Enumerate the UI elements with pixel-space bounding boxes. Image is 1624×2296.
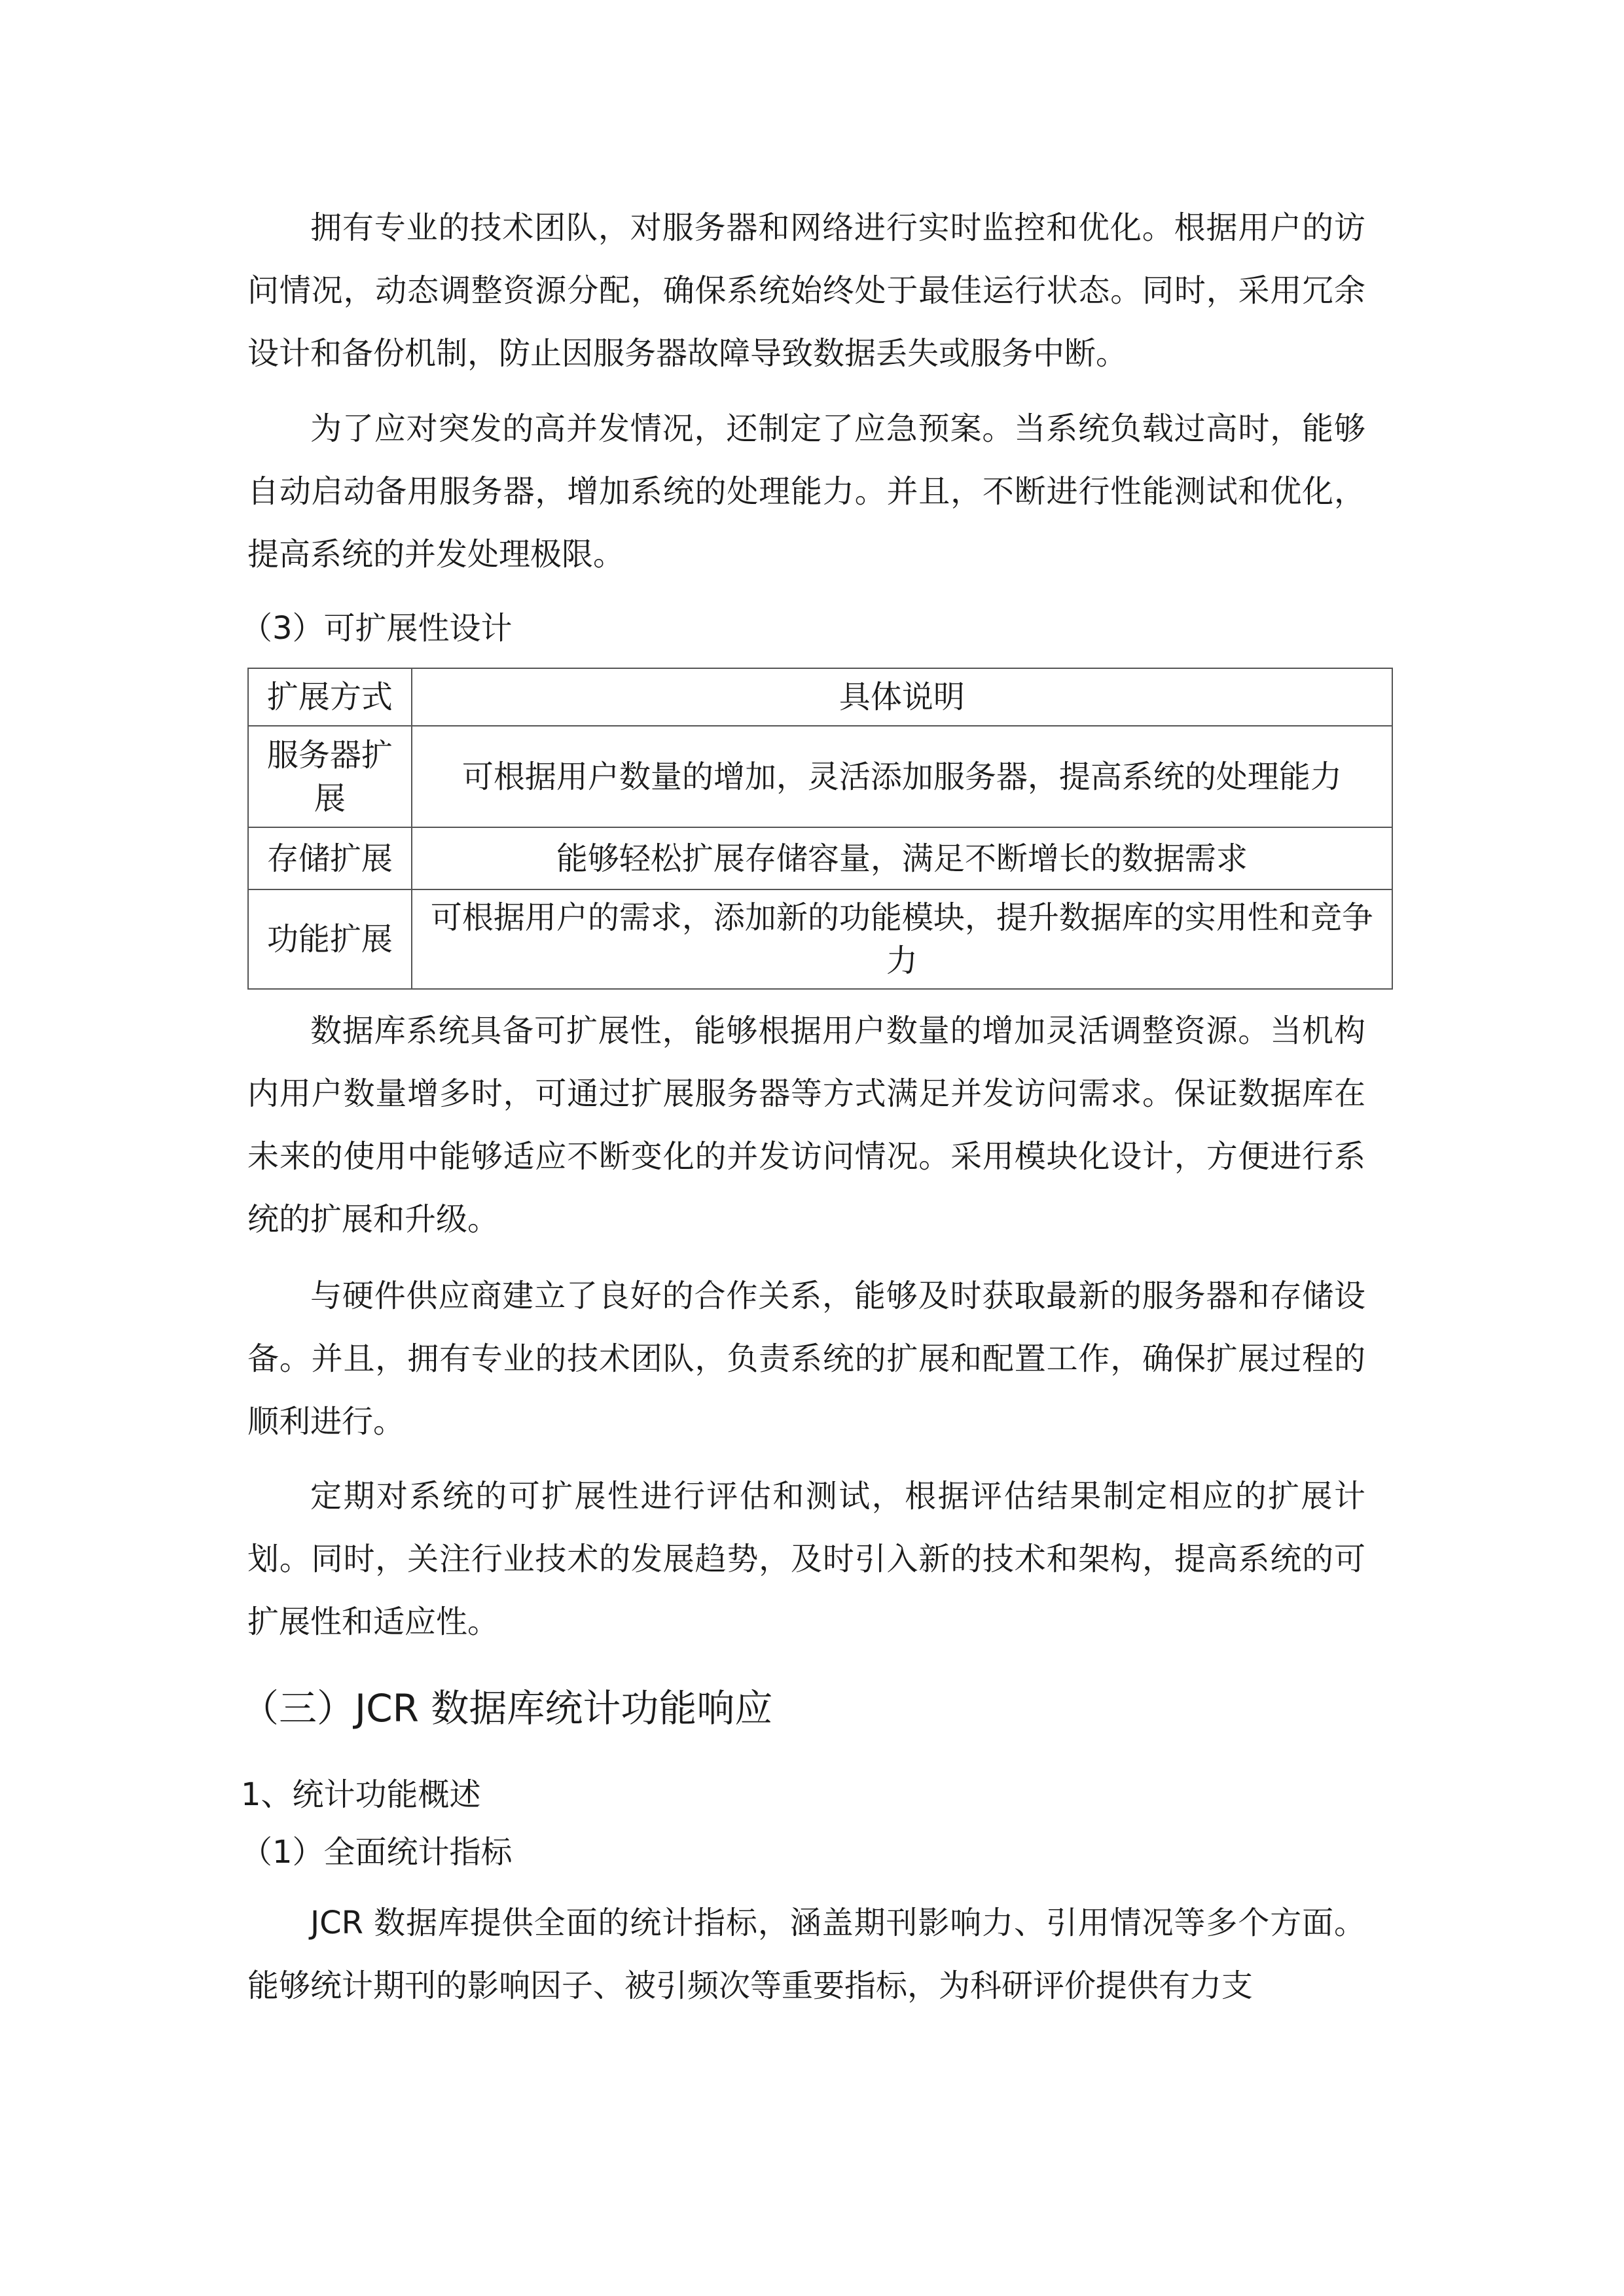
table-cell-description: 可根据用户数量的增加，灵活添加服务器，提高系统的处理能力 <box>412 726 1392 827</box>
section-title-jcr: （三）JCR 数据库统计功能响应 <box>241 1686 773 1731</box>
scalability-table <box>247 668 1393 990</box>
paragraph-jcr-indicators: JCR 数据库提供全面的统计指标，涵盖期刊影响力、引用情况等多个方面。能够统计期刊的影响因子、被引频次等重要指标，为科研评价提供有力支 <box>247 1905 1365 2004</box>
table-row <box>248 889 1392 989</box>
table-cell-type: 功能扩展 <box>248 889 412 989</box>
table-cell-description: 可根据用户的需求，添加新的功能模块，提升数据库的实用性和竞争力 <box>412 889 1392 989</box>
sub-heading-overview: 1、统计功能概述 <box>241 1776 481 1813</box>
paragraph-monitoring: 拥有专业的技术团队，对服务器和网络进行实时监控和优化。根据用户的访问情况，动态调整资源分配，确保系统始终处于最佳运行状态。同时，采用冗余设计和备份机制，防止因服务器故障导致数据丢失或服务中断。 <box>247 209 1365 372</box>
table-header-row <box>248 668 1392 726</box>
table-cell-type: 服务器扩展 <box>248 726 412 827</box>
paragraph-evaluation: 定期对系统的可扩展性进行评估和测试，根据评估结果制定相应的扩展计划。同时，关注行业技术的发展趋势，及时引入新的技术和架构，提高系统的可扩展性和适应性。 <box>247 1478 1365 1640</box>
table-cell-description: 能够轻松扩展存储容量，满足不断增长的数据需求 <box>412 827 1392 889</box>
paragraph-vendor-cooperation: 与硬件供应商建立了良好的合作关系，能够及时获取最新的服务器和存储设备。并且，拥有专业的技术团队，负责系统的扩展和配置工作，确保扩展过程的顺利进行。 <box>247 1278 1365 1440</box>
table-row <box>248 726 1392 827</box>
sub-heading-indicators: （1）全面统计指标 <box>241 1834 513 1871</box>
paragraph-emergency-plan: 为了应对突发的高并发情况，还制定了应急预案。当系统负载过高时，能够自动启动备用服务器，增加系统的处理能力。并且，不断进行性能测试和优化，提高系统的并发处理极限。 <box>247 410 1365 573</box>
table-row <box>248 827 1392 889</box>
table-header-cell: 扩展方式 <box>248 668 412 726</box>
table-header-cell: 具体说明 <box>412 668 1392 726</box>
table-cell-type: 存储扩展 <box>248 827 412 889</box>
section-heading-scalability: （3）可扩展性设计 <box>241 610 513 647</box>
paragraph-scalability: 数据库系统具备可扩展性，能够根据用户数量的增加灵活调整资源。当机构内用户数量增多时，可通过扩展服务器等方式满足并发访问需求。保证数据库在未来的使用中能够适应不断变化的并发访问情况。采用模块化设计，方便进行系统的扩展和升级。 <box>247 1013 1365 1238</box>
